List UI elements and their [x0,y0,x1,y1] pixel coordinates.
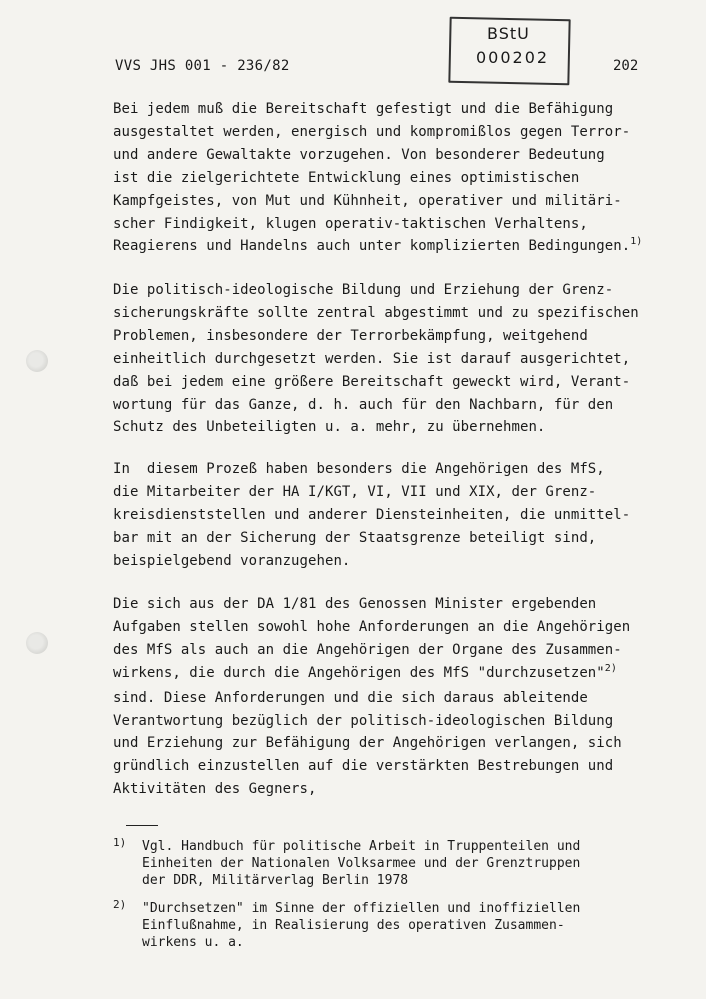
text-line: beispielgebend voranzugehen. [113,552,351,569]
footnote-ref-2: 2) [604,662,617,674]
text-line: einheitlich durchgesetzt werden. Sie ist darauf ausgerichtet, [113,350,631,367]
text-line: und Erziehung zur Befähigung der Angehörigen verlangen, sich [113,735,622,752]
footnote-ref-1: 1) [630,236,643,248]
text-line: Die sich aus der DA 1/81 des Genossen Minister ergebenden [113,596,597,612]
text-line: Schutz des Unbeteiligten u. a. mehr, zu übernehmen. [113,419,546,436]
footnote-1 [142,838,662,889]
text-line: und andere Gewaltakte vorzugehen. Von besonderer Bedeutung [113,146,605,163]
stamp-number: 000202 [476,48,550,67]
text-line: daß bei jedem eine größere Bereitschaft geweckt wird, Verant- [113,373,631,390]
punch-hole [26,632,48,654]
text-line: Problemen, insbesondere der Terrorbekämpfung, weitgehend [113,327,588,344]
footnote-2 [142,900,662,951]
text-line: ist die zielgerichtete Entwicklung eines optimistischen [113,169,580,186]
punch-hole [26,350,48,372]
text-line: Verantwortung bezüglich der politisch-ideologischen Bildung [113,712,614,729]
text-line: Bei jedem muß die Bereitschaft gefestigt und die Befähigung [113,101,614,117]
paragraph-3 [113,458,658,573]
text-line: kreisdienststellen und anderer Diensteinheiten, die unmittel- [113,506,631,523]
text-line: sicherungskräfte sollte zentral abgestimmt und zu spezifischen [113,304,639,321]
footnote-mark-1: 1) [113,836,127,849]
paragraph-4 [113,593,658,801]
text-line [113,235,658,260]
paragraph-2 [113,279,658,439]
text-line: sind. Diese Anforderungen und die sich daraus ableitende [113,689,588,706]
footnote-line: wirkens u. a. [142,935,244,950]
text-line-content: Reagierens und Handelns auch unter komplizierten Bedingungen. [113,238,631,255]
text-line-content: wirkens, die durch die Angehörigen des MfS "durchzusetzen" [113,664,605,681]
text-line: Kampfgeistes, von Mut und Kühnheit, operativer und militäri- [113,192,622,209]
paragraph-1 [113,98,658,260]
footnote-line: Einflußnahme, in Realisierung des operativen Zusammen- [142,918,565,933]
page-number: 202 [613,58,639,74]
text-line: des MfS als auch an die Angehörigen der Organe des Zusammen- [113,641,622,658]
text-line: Aktivitäten des Gegners, [113,781,317,798]
footnote-divider [126,825,158,826]
text-line: In diesem Prozeß haben besonders die Angehörigen des MfS, [113,461,605,477]
footnote-line: der DDR, Militärverlag Berlin 1978 [142,873,409,888]
text-line: Aufgaben stellen sowohl hohe Anforderungen an die Angehörigen [113,618,631,635]
text-line [113,662,658,687]
text-line: wortung für das Ganze, d. h. auch für den Nachbarn, für den [113,396,614,413]
text-line: bar mit an der Sicherung der Staatsgrenze beteiligt sind, [113,529,597,546]
footnote-line: Einheiten der Nationalen Volksarmee und der Grenztruppen [142,856,581,871]
footnote-line: "Durchsetzen" im Sinne der offiziellen und inoffiziellen [142,901,581,916]
text-line: ausgestaltet werden, energisch und kompromißlos gegen Terror- [113,123,631,140]
text-line: gründlich einzustellen auf die verstärkten Bestrebungen und [113,758,614,775]
stamp-organization: BStU [487,24,530,43]
text-line: die Mitarbeiter der HA I/KGT, VI, VII und XIX, der Grenz- [113,483,597,500]
text-line: scher Findigkeit, klugen operativ-taktischen Verhaltens, [113,215,588,232]
text-line: Die politisch-ideologische Bildung und Erziehung der Grenz- [113,282,614,298]
document-reference: VVS JHS 001 - 236/82 [115,58,290,74]
footnote-line: Vgl. Handbuch für politische Arbeit in Truppenteilen und [142,839,581,854]
footnote-mark-2: 2) [113,898,127,911]
